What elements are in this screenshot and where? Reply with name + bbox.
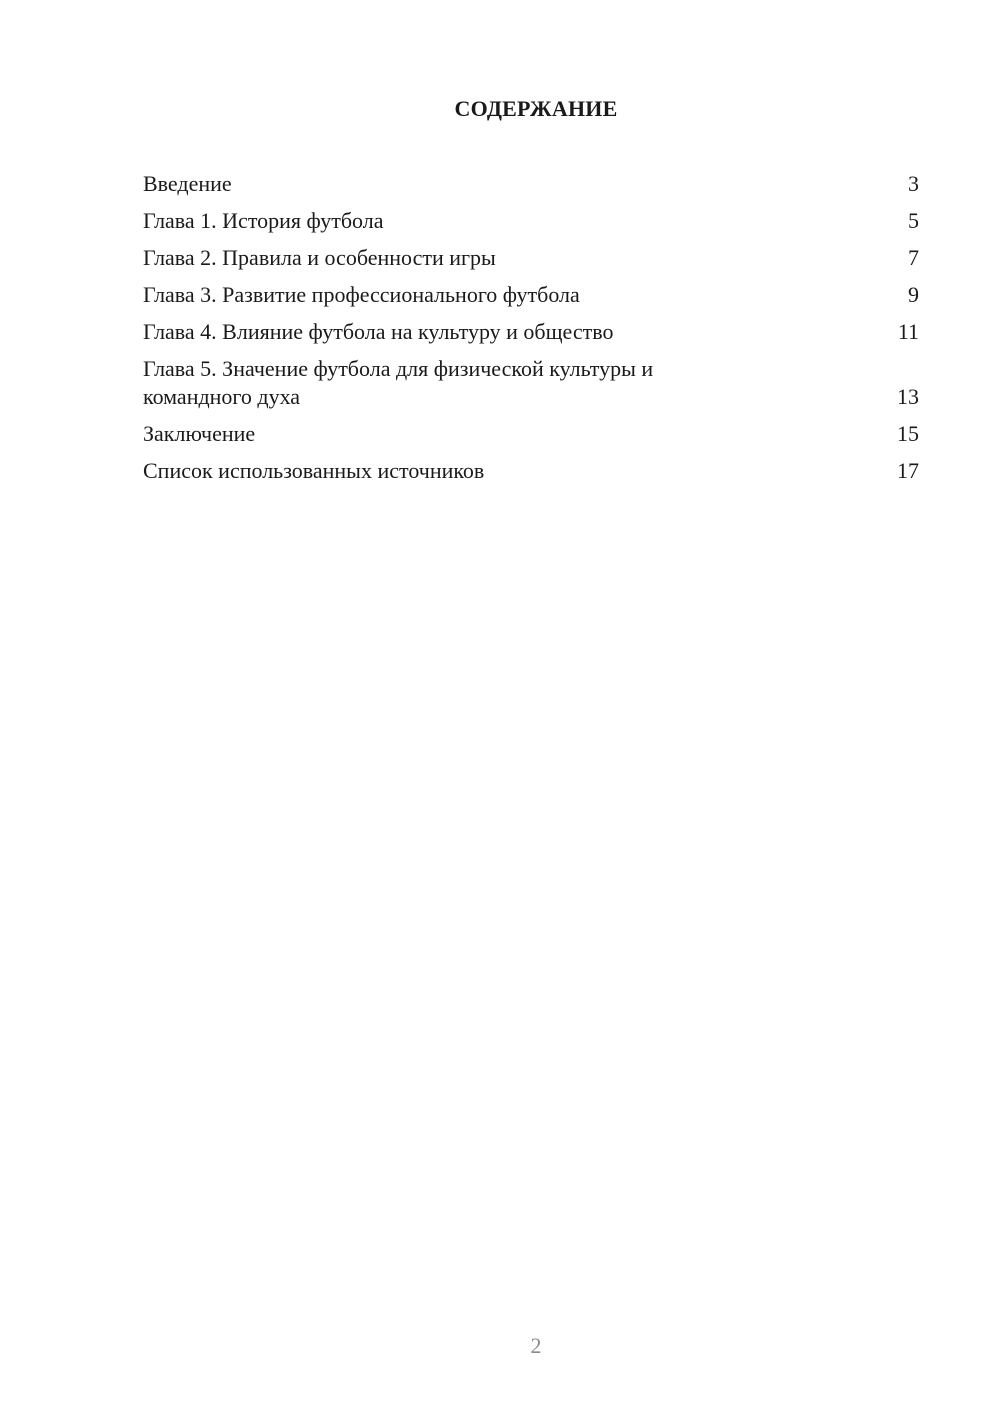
toc-entry-chapter-4[interactable] xyxy=(143,318,919,346)
toc-entry-page: 5 xyxy=(908,208,919,233)
toc-entry-label: Глава 2. Правила и особенности игры xyxy=(143,245,496,270)
toc-entry-page: 3 xyxy=(908,171,919,196)
page-number: 2 xyxy=(530,1333,542,1358)
toc-entry-label: Глава 3. Развитие профессионального футбола xyxy=(143,282,580,307)
toc-entry-chapter-1[interactable] xyxy=(143,207,919,235)
page-title: СОДЕРЖАНИЕ xyxy=(454,96,618,121)
toc-entry-label: Заключение xyxy=(143,421,256,446)
toc-entry-page: 17 xyxy=(897,458,919,483)
toc-entry-label: Список использованных источников xyxy=(143,458,485,483)
toc-entry-label: Глава 4. Влияние футбола на культуру и общество xyxy=(143,319,614,344)
toc-entry-label: Введение xyxy=(143,171,232,196)
toc-entry-chapter-2[interactable] xyxy=(143,244,919,272)
toc-entry-page: 11 xyxy=(897,319,919,344)
toc-entry-page: 13 xyxy=(897,384,919,409)
toc-entry-conclusion[interactable] xyxy=(143,420,919,448)
toc-entry-label: Глава 5. Значение футбола для физической культуры и командного духа xyxy=(143,356,654,409)
table-of-contents xyxy=(143,170,919,494)
toc-entry-chapter-3[interactable] xyxy=(143,281,919,309)
toc-entry-page: 9 xyxy=(908,282,919,307)
toc-entry-introduction[interactable] xyxy=(143,170,919,198)
toc-entry-references[interactable] xyxy=(143,457,919,485)
toc-entry-chapter-5[interactable] xyxy=(143,355,919,411)
toc-entry-page: 15 xyxy=(897,421,919,446)
toc-entry-label: Глава 1. История футбола xyxy=(143,208,384,233)
toc-entry-page: 7 xyxy=(908,245,919,270)
